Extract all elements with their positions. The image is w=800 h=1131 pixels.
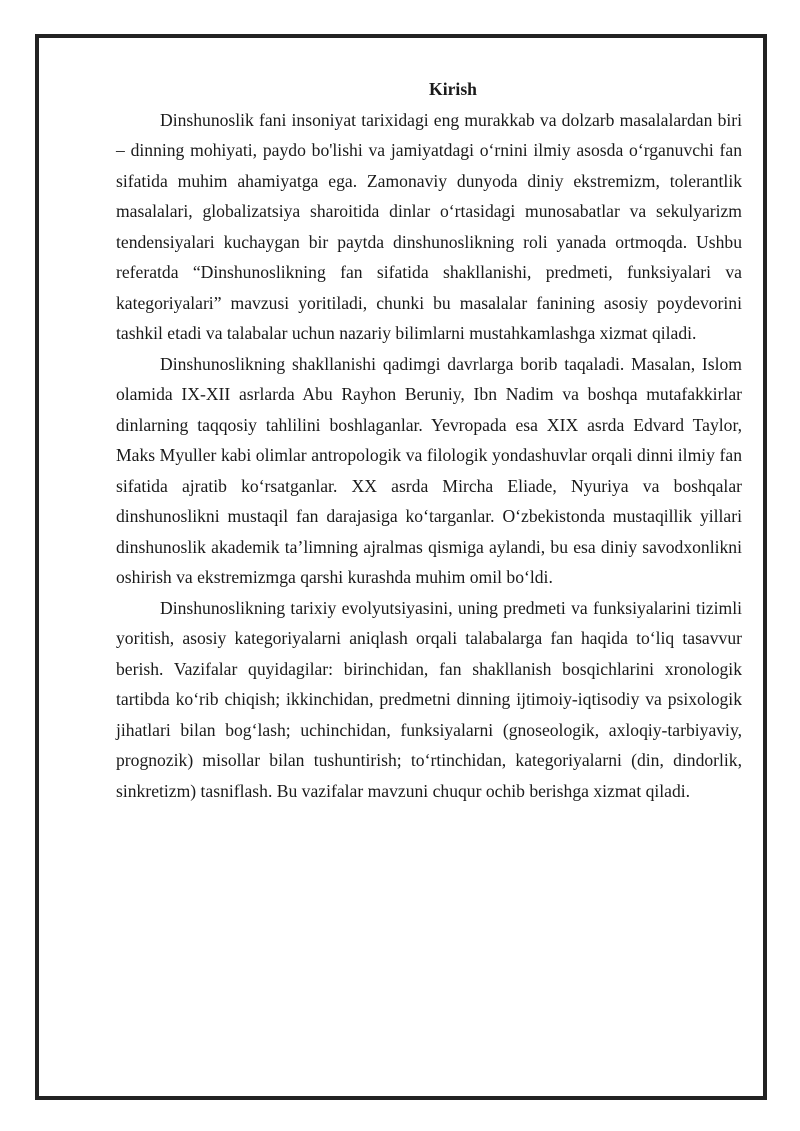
paragraph-3: Dinshunoslikning tarixiy evolyutsiyasini, uning predmeti va funksiyalarini tizimli yoritish, asosiy kategoriyalarni aniqlash orqali talabalarga fan haqida to‘liq tasavvur berish. Vazifalar quyidagilar: birinchidan, fan shakllanish bosqichlarini xronologik tartibda ko‘rib chiqish; ikkinchidan, predmetni dinning ijtimoiy-iqtisodiy va psixologik jihatlari bilan bog‘lash; uchinchidan, funksiyalarni (gnoseologik, axloqiy-tarbiyaviy, prognozik) misollar bilan tushuntirish; to‘rtinchidan, kategoriyalarni (din, dindorlik, sinkretizm) tasniflash. Bu vazifalar mavzuni chuqur ochib berishga xizmat qiladi. — [116, 597, 742, 801]
document-body — [116, 74, 742, 806]
paragraph-1: Dinshunoslik fani insoniyat tarixidagi eng murakkab va dolzarb masalalardan biri – dinning mohiyati, paydo bo'lishi va jamiyatdagi o‘rnini ilmiy asosda o‘rganuvchi fan sifatida muhim ahamiyatga ega. Zamonaviy dunyoda diniy ekstremizm, tolerantlik masalalari, globalizatsiya sharoitida dinlar o‘rtasidagi munosabatlar va sekulyarizm tendensiyalari kuchaygan bir paytda dinshunoslikning roli yanada ortmoqda. Ushbu referatda “Dinshunoslikning fan sifatida shakllanishi, predmeti, funksiyalari va kategoriyalari” mavzusi yoritiladi, chunki bu masalalar fanining asosiy poydevorini tashkil etadi va talabalar uchun nazariy bilimlarni mustahkamlashga xizmat qiladi. — [116, 109, 742, 343]
paragraph-2: Dinshunoslikning shakllanishi qadimgi davrlarga borib taqaladi. Masalan, Islom olamida IX-XII asrlarda Abu Rayhon Beruniy, Ibn Nadim va boshqa mutafakkirlar dinlarning taqqosiy tahlilini boshlaganlar. Yevropada esa XIX asrda Edvard Taylor, Maks Myuller kabi olimlar antropologik va filologik yondashuvlar orqali dinni ilmiy fan sifatida ajratib ko‘rsatganlar. XX asrda Mircha Eliade, Nyuriya va boshqalar dinshunoslikni mustaqil fan darajasiga ko‘targanlar. O‘zbekistonda mustaqillik yillari dinshunoslik akademik ta’limning ajralmas qismiga aylandi, bu esa diniy savodxonlikni oshirish va ekstremizmga qarshi kurashda muhim omil bo‘ldi. — [116, 353, 742, 587]
document-title: Kirish — [429, 79, 477, 99]
